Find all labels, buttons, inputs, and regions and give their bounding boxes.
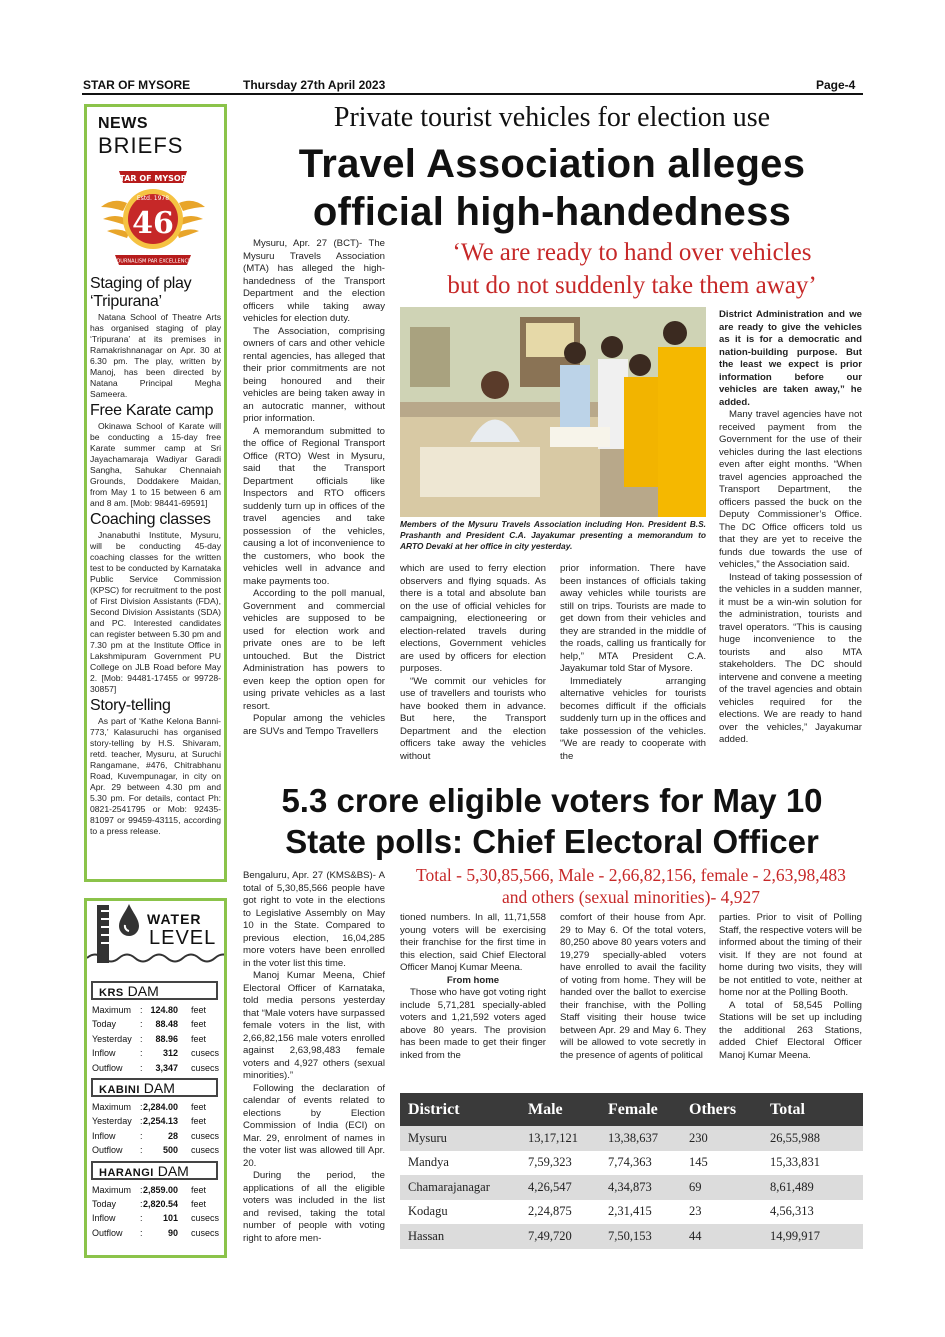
dam-row: Inflow : 101 cusecs <box>92 1213 220 1224</box>
memorandum-photo <box>400 307 706 517</box>
table-header: Others <box>681 1093 762 1126</box>
table-row: Mysuru 13,17,121 13,38,637 230 26,55,988 <box>400 1126 863 1151</box>
story2-column-4: parties. Prior to visit of Polling Staff, the respective voters will be informed about the timing of their visit. If they are not found at home during two visits, they will be not entitled to vote, neither at home nor at the Polling Booth. A total of 58,545 Polling Stations will be set up including the additional 263 Stations, added Chief Electoral Officer Manoj Kumar Meena. <box>719 912 862 1061</box>
dam-row: Today : 2,820.54 feet <box>92 1198 207 1209</box>
news-briefs-box <box>84 104 227 882</box>
brief-heading: Coaching classes <box>90 511 211 528</box>
paper-name: STAR OF MYSORE <box>83 78 191 92</box>
header-rule <box>82 93 863 95</box>
brief-body: Okinawa School of Karate will be conducting a 15-day free Karate summer camp at Sri Jayachamaraja Wadiyar Garadi Sangha, Sahukar Chennaiah Grounds, Doddakere Maidan, from May 1 to 15 between 6 am and 8 am. [Mob: 98441-69591] <box>90 421 221 508</box>
table-header: District <box>400 1093 520 1126</box>
kabini-dam-label: KABINI DAM <box>91 1078 218 1097</box>
dam-row: Outflow : 3,347 cusecs <box>92 1062 220 1073</box>
story1-column-2: which are used to ferry election observers and flying squads. As there is a total and absolute ban on the use of official vehicles for campaigning, electioneering or election-related travels during elections, Government vehicles are used by officers for election purposes. “We commit our vehicles for use of travellers and tourists who have booked them in advance. But here, the Transport Department and the election officers take away the vehicles without <box>400 563 546 762</box>
water-title: WATER <box>147 911 202 927</box>
svg-text:46: 46 <box>132 206 174 241</box>
brief-heading: Story-telling <box>90 697 171 714</box>
brief-body: As part of ‘Kathe Kelona Banni-773,’ Kalasuruchi has organised story-telling by H.S. Shivaram, retd. teacher, Mysuru, at Suruchi Rangamane, #476, Chitrabhanu Road, Kuvempunagar, in city on Apr. 29 between 4.30 pm and 5.30 pm. For details, contact Ph: 0821-2541795 or Mob: 92435-81097 or 99459-43115, according to a press release. <box>90 716 221 836</box>
story1-pull-quote: ‘We are ready to hand over vehicles but do not suddenly take them away’ <box>447 239 817 299</box>
brief-body: Jnanabuthi Institute, Mysuru, will be conducting 45-day coaching classes for the written test to be conducted by Karnataka Public Service Commission (KPSC) for recruitment to the post of First Division Assistants (FDA), Second Division Assistants (SDA) and PC. Interested candidates can register between 5.30 pm and 7.30 pm at the Institute Office in Lakshmipuram Government PU College on JLB Road before May 2. [Mob: 94481-17455 or 99728-30857] <box>90 530 221 694</box>
brief-body: Natana School of Theatre Arts has organised staging of play ‘Tripurana’ at its premises in Ramakrishnanagar on Apr. 30 at 6.30 pm. The play, written by Manoj, has been directed by Natana Principal Megha Sameera. <box>90 312 221 399</box>
story1-column-1: Mysuru, Apr. 27 (BCT)- The Mysuru Travels Association (MTA) has alleged the high-handedness of the Transport Department and the election officers while taking away vehicles for election duty. The Association, comprising owners of cars and other vehicle rental agencies, has alleged that their prior commitments are not being honoured and their vehicles are being taken away in an autocratic manner, without prior information. A memorandum submitted to the office of Regional Transport Office (RTO) West in Mysuru, said that the Transport Department officials like Inspectors and RTO officers suddenly turn up in offices of the travel agencies and take possession of the vehicles, causing a lot of inconvenience to the customers, who book the vehicles well in advance and make payments too. According to the poll manual, Government and commercial vehicles are supposed to be used for election work and private ones are to be left untouched. But the District Administration has powers to even keep the option open for using private vehicles as a last resort. Popular among the vehicles are SUVs and Tempo Travellers <box>243 238 385 737</box>
story1-kicker: Private tourist vehicles for election use <box>333 102 771 133</box>
svg-text:JOURNALISM PAR EXCELLENCE: JOURNALISM PAR EXCELLENCE <box>114 258 192 265</box>
svg-text:Estd. 1978: Estd. 1978 <box>136 195 170 202</box>
voter-table <box>400 1093 863 1249</box>
briefs-title-news: NEWS <box>98 115 148 132</box>
table-row: Chamarajanagar 4,26,547 4,34,873 69 8,61,489 <box>400 1175 863 1200</box>
dam-row: Today : 88.48 feet <box>92 1019 207 1030</box>
story2-deck: Total - 5,30,85,566, Male - 2,66,82,156, female - 2,63,98,483 and others (sexual minorities)- 4,927 <box>416 865 846 907</box>
brief-heading: Free Karate camp <box>90 402 214 419</box>
brief-heading: Staging of play ‘Tripurana’ <box>90 275 192 310</box>
story1-column-4: District Administration and we are ready to give the vehicles as it is for a democratic and nation-building purpose. But the least we expect is prior information before our vehicles are taken away,” he added. Many travel agencies have not received payment from the Government for the use of their vehicles during the last elections even after eight months. “When travel agencies approached the Transport Department, the officers passed the buck on the Deputy Commissioner’s Office. The DC Office officers told us that they are yet to receive the funds due towards the use of vehicles,” the Association said. Instead of taking possession of the vehicles in a sudden manner, it must be a win-win solution for the administration, tourists and travel operators. “This is causing huge inconvenience to the tourists and also MTA stakeholders. The DC should intervene and convene a meeting of the travel agencies and obtain vehicles required for the elections. We are ready to hand over the vehicles,” Jayakumar added. <box>719 309 862 745</box>
svg-text:STAR OF MYSORE: STAR OF MYSORE <box>113 174 193 183</box>
table-row: Mandya 7,59,323 7,74,363 145 15,33,831 <box>400 1151 863 1176</box>
story1-headline: Travel Association alleges official high-handedness <box>298 142 806 234</box>
dam-row: Outflow : 500 cusecs <box>92 1145 220 1156</box>
table-row: Kodagu 2,24,875 2,31,415 23 4,56,313 <box>400 1200 863 1225</box>
star-of-mysore-46-logo <box>93 167 213 273</box>
harangi-dam-label: HARANGI DAM <box>91 1161 218 1180</box>
water-wave-icon <box>87 951 224 965</box>
dam-row: Maximum : 2,859.00 feet <box>92 1184 207 1195</box>
dam-row: Maximum : 2,284.00 feet <box>92 1101 207 1112</box>
dam-row: Inflow : 28 cusecs <box>92 1130 220 1141</box>
dam-row: Yesterday : 88.96 feet <box>92 1033 207 1044</box>
krs-dam-label: KRS DAM <box>91 981 218 1000</box>
dam-row: Maximum : 124.80 feet <box>92 1005 207 1015</box>
table-header: Male <box>520 1093 600 1126</box>
story2-column-2: tioned numbers. In all, 11,71,558 young voters will be exercising their franchise for the first time in this election, said Chief Electoral Officer Manoj Kumar Meena. From home Those who have got voting right include 5,71,281 specially-abled voters and 1,21,592 voters aged above 80 years. The provision has been made to get their finger inked from the <box>400 912 546 1061</box>
table-header: Female <box>600 1093 681 1126</box>
table-row: Hassan 7,49,720 7,50,153 44 14,99,917 <box>400 1224 863 1249</box>
dam-row: Inflow : 312 cusecs <box>92 1048 220 1059</box>
story2-column-3: comfort of their house from Apr. 29 to May 6. Of the total voters, 80,250 above 80 years voters and 19,279 specially-abled voters have enrolled to avail the facility of voting from home. They will be handed over the ballot to exercise their franchise, with the Polling Staff visiting their house twice between Apr. 29 and May 6. They will be allowed to vote secretly in the presence of agents of political <box>560 912 706 1061</box>
page-number: Page-4 <box>816 78 856 92</box>
dam-row: Outflow : 90 cusecs <box>92 1227 220 1238</box>
photo-caption: Members of the Mysuru Travels Association including Hon. President B.S. Prashanth and President C.A. Jayakumar presenting a memorandum to ARTO Devaki at her office in city yesterday. <box>400 519 706 551</box>
briefs-title-briefs: BRIEFS <box>98 133 184 158</box>
story2-headline: 5.3 crore eligible voters for May 10 State polls: Chief Electoral Officer <box>281 782 823 860</box>
story1-column-3: prior information. There have been instances of officials taking away vehicles while tourists are still on trips. Tourists are made to get down from their vehicles and they are stranded in the middle of the roads, calling us frantically for help,” MTA President C.A. Jayakumar told Star of Mysore. Immediately arranging alternative vehicles for tourists becomes difficult if the officials suddenly turn up in the offices and take possession of the vehicles. “We are ready to cooperate with the <box>560 563 706 762</box>
dam-row: Yesterday : 2,254.13 feet <box>92 1116 207 1127</box>
water-level-box <box>84 898 227 1258</box>
story2-column-1: Bengaluru, Apr. 27 (KMS&BS)- A total of 5,30,85,566 people have got right to vote in the elections to Legislative Assembly on May 10 in the State. Compared to previous election, 16,04,285 more voters have been enrolled in the voter list this time. Manoj Kumar Meena, Chief Electoral Officer of Karnataka, told media persons yesterday that “Male voters have surpassed female voters in the list, with 2,66,82,156 male voters enrolled against 2,63,98,483 female voters and 4,927 others (sexual minorities).” Following the declaration of calendar of events related to elections by Election Commission of India (ECI) on Mar. 29, enrolment of names in the voter list was allowed till Apr. 20. During the period, the applications of all the eligible voters was included in the list and revised, taking the total number of people with voting right to afore men- <box>243 870 385 1244</box>
level-title: LEVEL <box>149 927 217 949</box>
issue-date: Thursday 27th April 2023 <box>243 78 386 92</box>
table-header: Total <box>762 1093 863 1126</box>
water-drop-icon <box>117 903 141 937</box>
